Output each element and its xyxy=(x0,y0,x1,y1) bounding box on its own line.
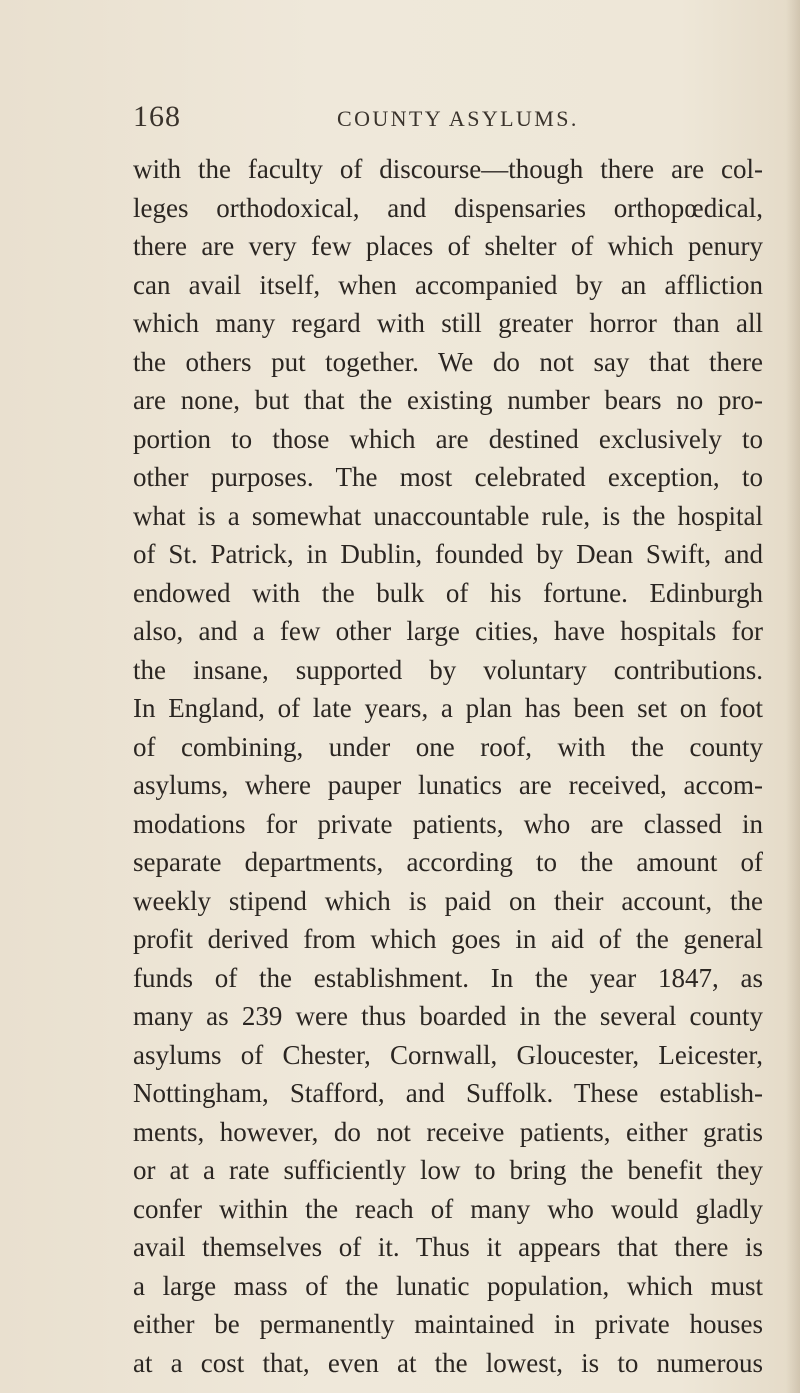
text-line: In England, of late years, a plan has been set on foot xyxy=(133,693,763,723)
text-line: confer within the reach of many who would gladly xyxy=(133,1193,763,1224)
text-line: asylums, where pauper lunatics are received, accom- xyxy=(133,770,763,800)
page-number: 168 xyxy=(133,100,181,133)
body-text xyxy=(133,150,763,1382)
text-line: profit derived from which goes in aid of the general xyxy=(133,924,763,954)
text-line: endowed with the bulk of his fortune. Edinburgh xyxy=(133,577,763,608)
text-line: the others put together. We do not say that there xyxy=(133,346,763,377)
text-line: there are very few places of shelter of which penury xyxy=(133,231,763,261)
text-line: funds of the establishment. In the year 1847, as xyxy=(133,962,763,993)
text-line: avail themselves of it. Thus it appears that there is xyxy=(133,1232,763,1262)
text-line: the insane, supported by voluntary contributions. xyxy=(133,654,763,685)
text-line: also, and a few other large cities, have hospitals for xyxy=(133,616,763,646)
page-edge-shadow xyxy=(786,0,800,1393)
text-line: modations for private patients, who are classed in xyxy=(133,808,763,839)
text-line: other purposes. The most celebrated exception, to xyxy=(133,462,763,492)
text-line: leges orthodoxical, and dispensaries orthopœdical, xyxy=(133,192,763,223)
text-line: a large mass of the lunatic population, which must xyxy=(133,1270,763,1301)
text-line: many as 239 were thus boarded in the several county xyxy=(133,1001,763,1031)
text-line: with the faculty of discourse—though there are col- xyxy=(133,154,763,184)
text-line: at a cost that, even at the lowest, is to numerous xyxy=(133,1347,763,1378)
text-line: separate departments, according to the amount of xyxy=(133,847,763,877)
text-line: can avail itself, when accompanied by an affliction xyxy=(133,269,763,300)
text-line: either be permanently maintained in private houses xyxy=(133,1309,763,1339)
text-line: weekly stipend which is paid on their account, the xyxy=(133,885,763,916)
text-line: asylums of Chester, Cornwall, Gloucester, Leicester, xyxy=(133,1039,763,1070)
text-line: which many regard with still greater horror than all xyxy=(133,308,763,338)
text-line: of combining, under one roof, with the county xyxy=(133,731,763,762)
running-title: COUNTY ASYLUMS. xyxy=(337,106,579,131)
text-line: or at a rate sufficiently low to bring the benefit they xyxy=(133,1155,763,1185)
text-line: what is a somewhat unaccountable rule, is the hospital xyxy=(133,500,763,531)
text-line: portion to those which are destined exclusively to xyxy=(133,423,763,454)
text-line: are none, but that the existing number bears no pro- xyxy=(133,385,763,415)
running-head xyxy=(133,100,763,136)
text-line: ments, however, do not receive patients, either gratis xyxy=(133,1116,763,1147)
text-line: Nottingham, Stafford, and Suffolk. These establish- xyxy=(133,1078,763,1108)
text-line: of St. Patrick, in Dublin, founded by Dean Swift, and xyxy=(133,539,763,569)
